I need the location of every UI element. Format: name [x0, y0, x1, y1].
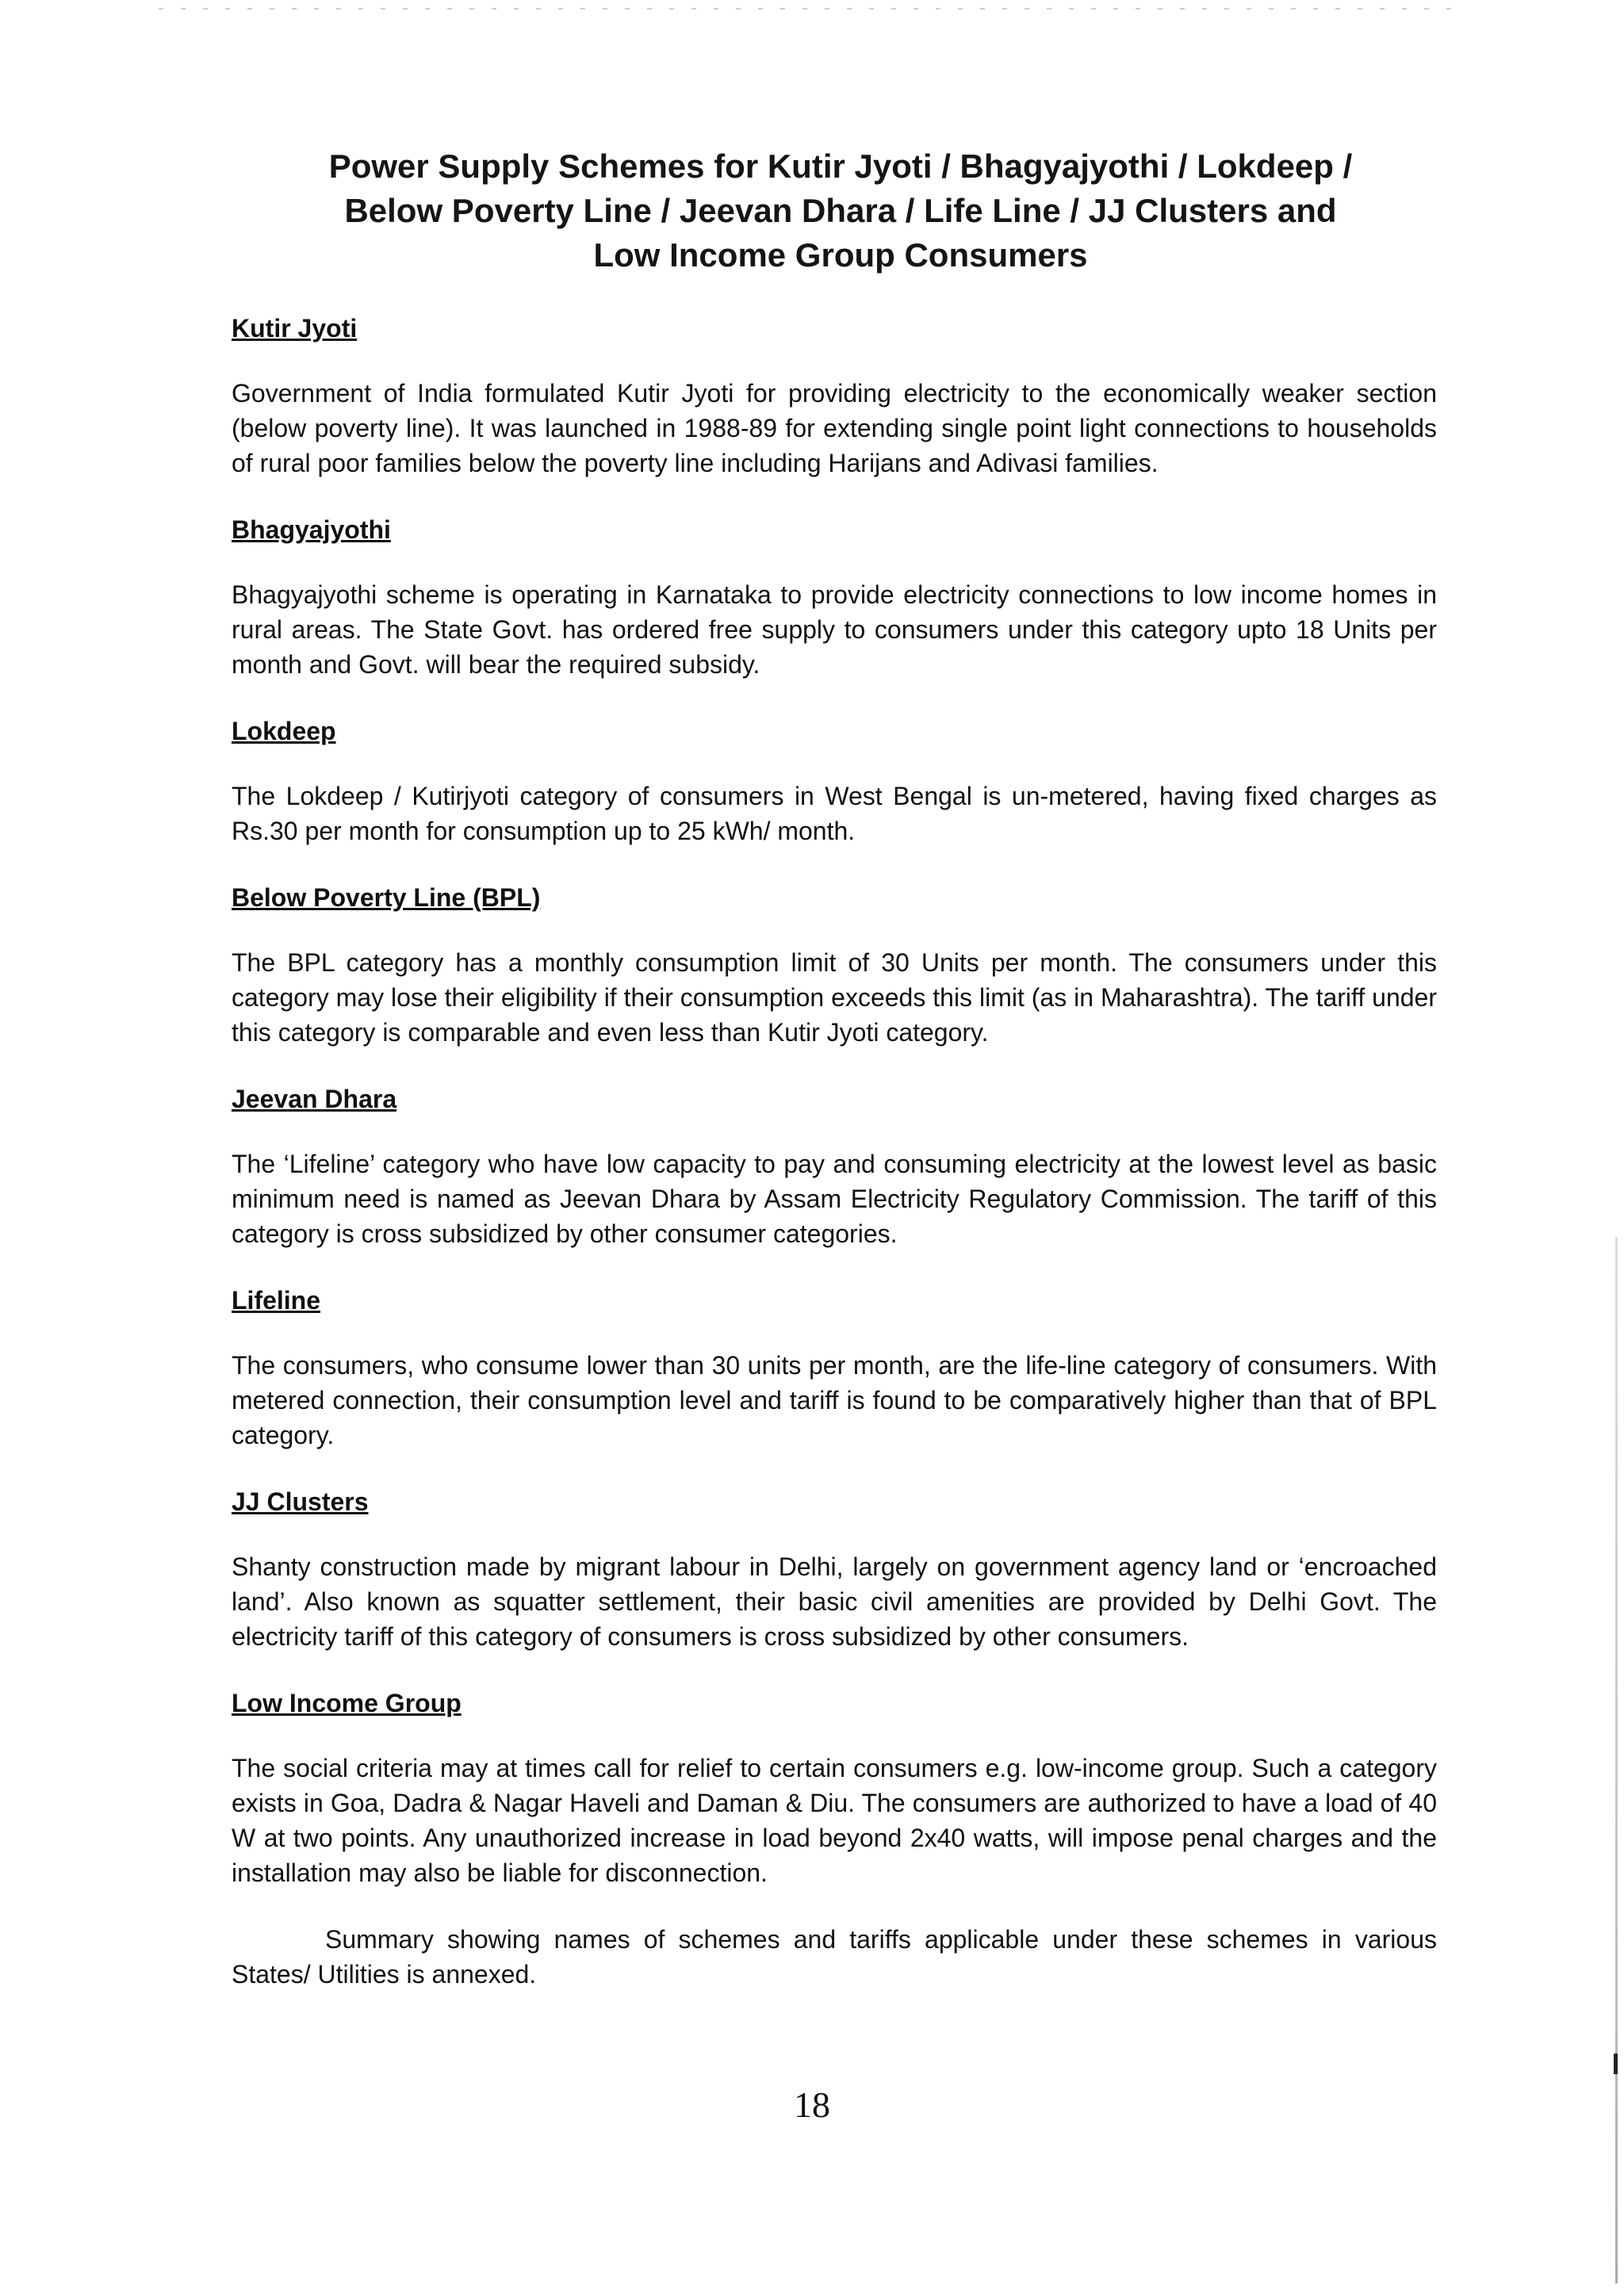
section-heading: Below Poverty Line (BPL) — [232, 883, 541, 912]
scan-noise — [159, 8, 1467, 10]
scan-mark — [1614, 2054, 1618, 2074]
section-text: The BPL category has a monthly consumption limit of 30 Units per month. The consumers under this category may lose their eligibility if their consumption exceeds this limit (as in Maharashtra). The tariff under this category is comparable and even less than Kutir Jyoti category. — [232, 948, 1437, 1047]
section-text: The ‘Lifeline’ category who have low capacity to pay and consuming electricity at the lowest level as basic minimum need is named as Jeevan Dhara by Assam Electricity Regulatory Commission. The tariff of this category is cross subsidized by other consumer categories. — [232, 1150, 1437, 1248]
section-heading: Kutir Jyoti — [232, 314, 358, 343]
section-bpl — [232, 880, 1437, 1050]
section-lokdeep — [232, 714, 1437, 848]
summary-text: Summary showing names of schemes and tariffs applicable under these schemes in various States/ Utilities is annexed. — [232, 1925, 1437, 1989]
section-heading: Lifeline — [232, 1286, 321, 1315]
section-heading: JJ Clusters — [232, 1487, 369, 1516]
section-text: Bhagyajyothi scheme is operating in Karnataka to provide electricity connections to low income homes in rural areas. The State Govt. has ordered free supply to consumers under this category upto 18 Units per month and Govt. will bear the required subsidy. — [232, 580, 1437, 679]
section-lifeline — [232, 1283, 1437, 1453]
section-jeevan-dhara — [232, 1081, 1437, 1251]
section-text: Government of India formulated Kutir Jyoti for providing electricity to the economically weaker section (below poverty line). It was launched in 1988-89 for extending single point light connections to households of rural poor families below the poverty line including Harijans and Adivasi families. — [232, 379, 1437, 477]
section-heading: Bhagyajyothi — [232, 515, 391, 544]
section-heading: Lokdeep — [232, 717, 336, 745]
scan-edge — [1615, 1237, 1618, 2283]
section-bhagyajyothi — [232, 512, 1437, 682]
document-body — [232, 311, 1437, 2023]
title-line-3: Low Income Group Consumers — [593, 236, 1088, 274]
section-text: The Lokdeep / Kutirjyoti category of consumers in West Bengal is un-metered, having fixed charges as Rs.30 per month for consumption up to 25 kWh/ month. — [232, 782, 1437, 845]
section-low-income-group — [232, 1686, 1437, 1890]
section-heading: Jeevan Dhara — [232, 1085, 397, 1113]
page-title — [230, 144, 1451, 278]
title-line-1: Power Supply Schemes for Kutir Jyoti / Bhagyajyothi / Lokdeep / — [328, 147, 1353, 185]
title-line-2: Below Poverty Line / Jeevan Dhara / Life Line / JJ Clusters and — [344, 192, 1337, 229]
page-number: 18 — [794, 2084, 830, 2125]
section-text: Shanty construction made by migrant labour in Delhi, largely on government agency land or ‘encroached land’. Also known as squatter settlement, their basic civil amenities are provided by Delhi Govt. The electricity tariff of this category of consumers is cross subsidized by other consumers. — [232, 1552, 1437, 1651]
section-jj-clusters — [232, 1484, 1437, 1654]
section-text: The consumers, who consume lower than 30 units per month, are the life-line category of consumers. With metered connection, their consumption level and tariff is found to be comparatively higher than that of BPL category. — [232, 1351, 1437, 1449]
section-kutir-jyoti — [232, 311, 1437, 480]
section-heading: Low Income Group — [232, 1689, 462, 1717]
section-text: The social criteria may at times call for relief to certain consumers e.g. low-income group. Such a category exists in Goa, Dadra & Nagar Haveli and Daman & Diu. The consumers are authorized to have a load of 40 W at two points. Any unauthorized increase in load beyond 2x40 watts, will impose penal charges and the installation may also be liable for disconnection. — [232, 1754, 1437, 1887]
